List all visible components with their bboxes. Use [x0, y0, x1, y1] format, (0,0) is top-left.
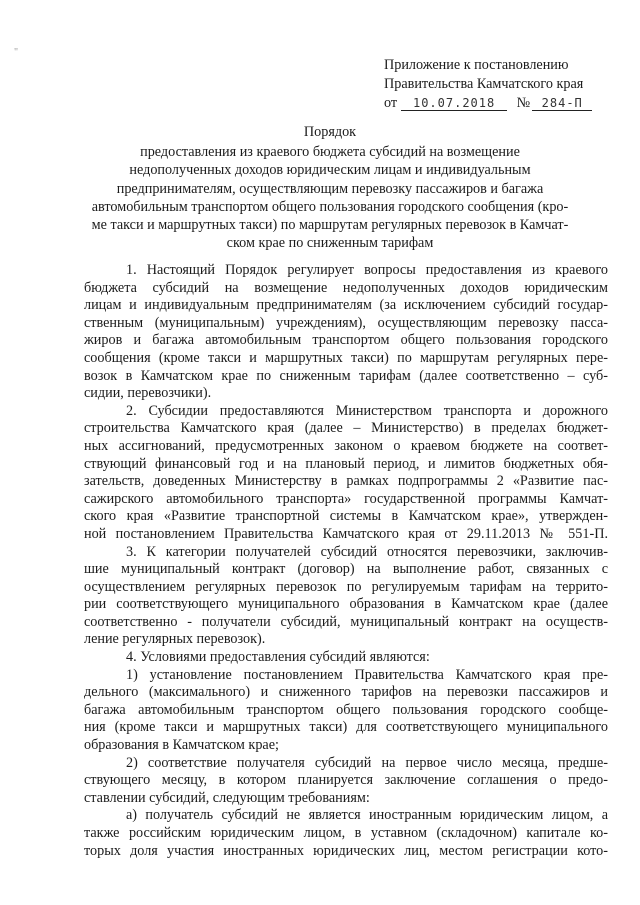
text-line: ния (кроме такси и маршрутных такси) для соответствующего муниципального [84, 719, 608, 736]
text-line: ной постановлением Правительства Камчатского края от 29.11.2013 № 551-П. [84, 525, 608, 542]
text-line: ление регулярных перевозок). [84, 631, 266, 648]
text-line: 1) установление постановлением Правительства Камчатского края пре- [126, 666, 608, 683]
title-word: Порядок [303, 124, 357, 140]
text-line: возок в Камчатском крае по сниженным тарифам (далее соответственно – суб- [84, 367, 608, 384]
text-line: также российским юридическим лицом, в уставном (складочном) капитале ко- [84, 825, 608, 841]
text-line: лицам и индивидуальным предпринимателям (за исключением субсидий государ- [84, 297, 608, 314]
text-line: ствующего месяцу, в котором планируется заключение соглашения о предо- [84, 772, 608, 789]
document-title [70, 123, 590, 252]
paragraph-4-2 [84, 755, 608, 808]
annex-date-number [384, 94, 624, 113]
text-line: ставлении субсидий, следующим требованиям: [84, 789, 370, 806]
text-line: зательств, доведенных Министерству в рамках подпрограммы 2 «Развитие пас- [84, 473, 608, 490]
text-line: сидии, перевозчики). [84, 385, 212, 402]
text-line: строительства Камчатского края (далее – Министерство) в пределах бюджет- [84, 420, 608, 437]
text-line: ского края «Развитие транспортной системы в Камчатском крае», утвержден- [84, 508, 608, 525]
title-line: предоставления из краевого бюджета субсидий на возмещение [140, 144, 520, 161]
title-line: недополученных доходов юридическим лицам и индивидуальным [129, 162, 531, 179]
text-line: ных ассигнований, предусмотренных законом о краевом бюджете на соответ- [84, 437, 608, 454]
text-line: торых доля участия иностранных юридических лиц, местом регистрации кото- [84, 842, 608, 859]
text-line: жиров и багажа автомобильным транспортом общего пользования городского [84, 332, 608, 349]
text-line: соответственно - получатели субсидий, муниципальный контракт на осуществ- [84, 613, 608, 630]
paragraph-3 [84, 544, 608, 650]
paragraph-4 [84, 649, 608, 667]
text-line: бюджета субсидий на возмещение недополученных доходов юридическим [84, 279, 608, 296]
document-body [84, 262, 608, 860]
paragraph-4-1 [84, 667, 608, 755]
text-line: сообщения (кроме такси и маршрутных такси) по маршрутам регулярных пере- [84, 349, 608, 366]
margin-mark: " [14, 47, 19, 58]
text-line: а) получатель субсидий не является иностранным юридическим лицом, а [126, 807, 608, 824]
paragraph-1 [84, 262, 608, 403]
text-line: 1. Настоящий Порядок регулирует вопросы предоставления из краевого [126, 262, 608, 278]
text-line: багажа автомобильным транспортом общего пользования городского сообще- [84, 701, 608, 718]
annex-number: 284-П [532, 96, 592, 111]
text-line: 3. К категории получателей субсидий относятся перевозчики, заключив- [126, 543, 608, 560]
title-line: ме такси и маршрутных такси) по маршрутам регулярных перевозок в Камчат- [91, 217, 569, 234]
title-line: ском крае по сниженным тарифам [226, 235, 434, 252]
text-line: сажирского автомобильного транспорта» государственной программы Камчат- [84, 490, 608, 507]
text-line: ственным (муниципальным) учреждениям), осуществляющим перевозку пасса- [84, 314, 608, 331]
annex-line-1: Приложение к постановлению [384, 57, 569, 73]
text-line: образования в Камчатском крае; [84, 737, 279, 754]
text-line: дельного (максимального) и сниженного тарифов на перевозки пассажиров и [84, 684, 608, 701]
annex-date: 10.07.2018 [401, 96, 507, 111]
text-line: 2) соответствие получателя субсидий на первое число месяца, предше- [126, 754, 608, 771]
annex-ot-label: от [384, 95, 398, 111]
annex-line-2: Правительства Камчатского края [384, 76, 584, 92]
text-line: рии соответствующего муниципального образования в Камчатском крае (далее [84, 596, 608, 613]
text-line: 4. Условиями предоставления субсидий являются: [126, 649, 430, 666]
annex-num-label: № [516, 95, 531, 111]
text-line: ствующий финансовый год и на плановый период, и лимитов бюджетных обя- [84, 455, 608, 472]
annex-header [384, 56, 624, 113]
title-line: автомобильным транспортом общего пользования городского сообщения (кро- [91, 198, 569, 215]
text-line: 2. Субсидии предоставляются Министерством транспорта и дорожного [126, 402, 608, 419]
text-line: осуществлением регулярных перевозок по регулируемым тарифам на террито- [84, 578, 608, 595]
paragraph-2 [84, 403, 608, 544]
text-line: шие муниципальный контракт (договор) на выполнение работ, связанных с [84, 561, 608, 578]
paragraph-4-2-a [84, 807, 608, 860]
title-line: предпринимателям, осуществляющим перевозку пассажиров и багажа [116, 180, 544, 197]
